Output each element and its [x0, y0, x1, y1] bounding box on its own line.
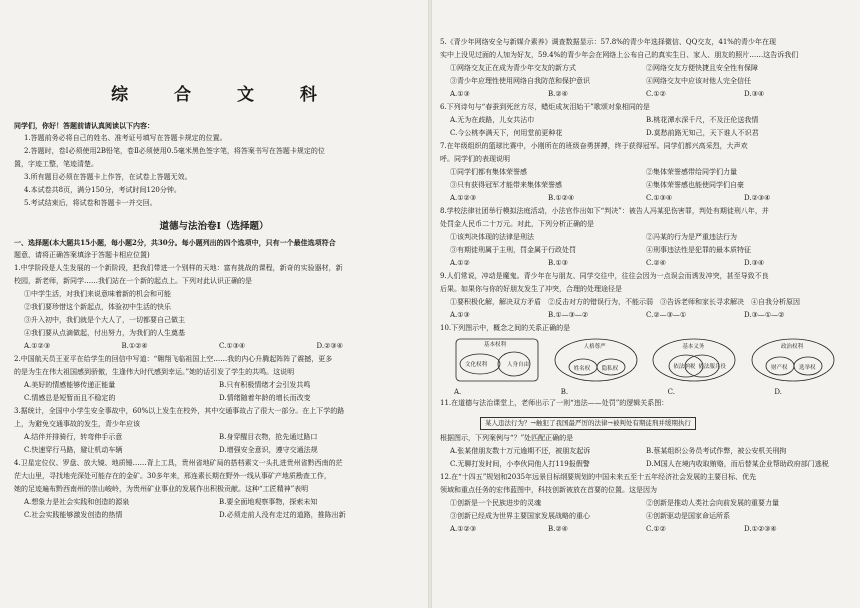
instruction-line: 题意，请将正确答案填涂于答题卡相应位置): [14, 251, 150, 259]
option-a: A.无为在歧路，儿女共沾巾: [450, 116, 535, 124]
question-1: [14, 262, 414, 353]
option-d: D.增强安全意识，遵守交通法规: [219, 446, 318, 454]
statement-item: ①该判决体现的法律是刑法: [450, 233, 534, 241]
statement-item: ②网络交友方便快捷且安全性有保障: [646, 64, 758, 72]
statement-items: ①要积极化解，解决双方矛盾 ②反击对方的错误行为，不能示弱 ③告诉老师和家长寻求解决 ④自我分析原因: [450, 298, 800, 306]
option-c: C.①③④: [219, 342, 246, 350]
option-d: D.②③④: [316, 342, 343, 350]
question-stem: 5.《青少年网络安全与新媒介素养》调查数据显示：57.8%的青少年选择微信、QQ交友，41%的青少年在现: [440, 38, 776, 46]
notice-line: 5.考试结束后，将试卷和答题卡一并交回。: [24, 199, 157, 207]
diagram-label: 依法纳税: [673, 364, 696, 370]
option-c: C.①③④: [646, 194, 673, 202]
statement-item: ①网络交友正在成为青少年交友的新方式: [450, 64, 576, 72]
option-a: A.①③: [450, 311, 470, 319]
answer-options: [440, 192, 842, 205]
question-stem: 的是为生在伟大祖国感到骄傲，生逢伟大时代感到幸运。”她的话引发了学生的共鸣。这说明: [14, 368, 295, 376]
question-5: [440, 36, 842, 101]
answer-options: [440, 523, 842, 536]
option-b: B.①—③—②: [548, 311, 589, 319]
option-b: B.只有积极情绪才会引发共鸣: [219, 381, 311, 389]
option-b: B.身穿醒目衣物，抢先通过路口: [219, 433, 318, 441]
question-stem: 根据图示，下列案例与“？”处匹配正确的是: [440, 434, 574, 442]
statement-item: ②创新是推动人类社会向前发展的重要力量: [646, 499, 779, 507]
option-b: B.①③: [548, 259, 568, 267]
diagram-label: 基本义务: [682, 344, 705, 350]
diagram-label: 基本权利: [484, 342, 507, 348]
answer-options: [14, 431, 414, 457]
question-4: [14, 457, 414, 522]
intro-line: 同学们，你好！答题前请认真阅读以下内容：: [14, 121, 154, 130]
diagram-d: [750, 337, 836, 383]
answer-options: [440, 309, 842, 322]
statement-item: ④网络交友中应该对他人完全信任: [646, 77, 751, 85]
diagram-label: 文化权利: [465, 362, 488, 368]
statement-item: ③创新已经成为世界主要国家发展战略的重心: [450, 512, 590, 520]
diagram-c: [651, 337, 737, 383]
option-a: A.①②③: [450, 525, 477, 533]
diagram-label: 选举权: [798, 365, 816, 371]
question-stem: 11.在道德与法治课堂上，老师出示了一则“违法——处罚”的逻辑关系图：: [440, 399, 669, 407]
option-a: A.①③: [450, 90, 470, 98]
question-3: [14, 405, 414, 457]
option-d: D.M国人在境内收取贿赂，而后替某企业帮助政府部门逃税: [646, 460, 829, 468]
option-d: D.③④: [744, 259, 765, 267]
option-a: A.美好的情感能够传递正能量: [24, 381, 116, 389]
option-d: D.③—①—②: [744, 311, 785, 319]
option-d: D.莫愁前路无知己，天下谁人不识君: [646, 129, 759, 137]
question-stem: 后果。如果你与你的好朋友发生了冲突，合理的处理途径是: [440, 285, 622, 293]
question-10: [440, 322, 842, 397]
question-stem: 10.下列图示中，概念之间的关系正确的是: [440, 324, 571, 332]
question-stem: 9.人们常说，冲动是魔鬼。青少年在与朋友、同学交往中，往往会因为一点误会而诱发冲突，甚至导致不良: [440, 272, 769, 280]
statement-item: ④我们要从点滴做起，付出努力，为我们的人生奠基: [24, 329, 185, 337]
question-stem: 茫大山里，寻找地壳深处可能存在的金矿。30多年来，邢连素长期在野外一线从事矿产地质勘查工作，: [14, 472, 331, 480]
option-b: B.蔡某组织公务员考试作弊，被公安机关刑拘: [646, 447, 787, 455]
question-2: [14, 353, 414, 405]
answer-options: [14, 496, 414, 522]
option-a: A.结伴并排骑行，转弯伸手示意: [24, 433, 123, 441]
option-b: B.桃花潭水深千尺，不及汪伦送我情: [646, 116, 759, 124]
option-b: B.要全面地观察事物，探索未知: [219, 498, 318, 506]
concept-diagrams: [440, 335, 842, 387]
option-a: A.张某借朋友数十万元逾期不还，被朋友起诉: [450, 447, 591, 455]
option-d: D.②③④: [744, 194, 771, 202]
statement-item: ③升入初中，我们就是个大人了，一切都要自己做主: [24, 316, 185, 324]
question-stem: 1.中学阶段是人生发展的一个新阶段，把我们带进一个别样的天地：富有挑战的课程，新奇的实验器材，新: [14, 264, 343, 272]
option-a: A.: [454, 388, 462, 396]
question-stem: 她的足迹遍布黔西南州的崇山峻岭，为贵州矿业事业的发展作出积极贡献。这种“工匠精神”表明: [14, 485, 309, 493]
answer-options: [440, 257, 842, 270]
question-stem: 上，为避免交通事故的发生，青少年应该: [14, 420, 140, 428]
option-a: A.①②: [450, 259, 470, 267]
question-stem: 7.在年级组织的篮球比赛中，小刚所在的班级奋勇拼搏，终于获得冠军。同学们都兴高采烈，大声欢: [440, 142, 748, 150]
statement-item: ④刑事违法性是犯罪的最本质特征: [646, 246, 751, 254]
option-c: C.①②: [646, 90, 666, 98]
option-c: C.情感总是短暂而且不稳定的: [24, 394, 116, 402]
statement-items: [440, 231, 842, 257]
option-c: C.社会实践能够激发创造的热情: [24, 511, 123, 519]
question-stem: 校园，新老师，新同学……我们站在一个新的起点上。下列对此认识正确的是: [14, 277, 252, 285]
statement-items: [440, 166, 842, 192]
option-b: B.②④: [548, 90, 568, 98]
option-b: B.: [560, 388, 569, 396]
question-stem: 6.下列诗句与“春蚕到死丝方尽，蜡炬成灰泪始干”歌颂对象相同的是: [440, 103, 650, 111]
right-page: [430, 0, 860, 608]
answer-options: [14, 340, 414, 353]
option-c: C.: [667, 388, 675, 396]
statement-item: ①中学生活，对我们来说意味着新的机会和可能: [24, 290, 171, 298]
option-d: D.必须走前人没有走过的道路，推陈出新: [219, 511, 346, 519]
question-8: [440, 205, 842, 270]
question-stem: 4.卫星定位仪、罗盘、放大镜、地质锤……背上工具，贵州省地矿局的搭档素文一头扎进贵州省黔西南的茫: [14, 459, 343, 467]
notice-line: 4.本试卷共8页，满分150分，考试时间120分钟。: [24, 186, 181, 194]
option-a: A.①②③: [24, 342, 51, 350]
question-11: [440, 397, 842, 471]
statement-item: ③只有获得冠军才能带来集体荣誉感: [450, 181, 562, 189]
question-stem: 呼。同学们的表现说明: [440, 155, 510, 163]
notice-line: 2.答题时，卷Ⅰ必须使用2B铅笔，卷Ⅱ必须使用0.5毫米黑色签字笔，将答案书写在答题卡规定的位: [24, 147, 325, 155]
statement-item: ②冯某的行为是严重违法行为: [646, 233, 737, 241]
statement-item: ③有期徒刑属于主刑，罚金属于行政处罚: [450, 246, 576, 254]
question-stem: 8.学校法律社团举行模拟法庭活动，小法官作出如下“判决”：被告人冯某犯伤害罪，判处有期徒刑八年，并: [440, 207, 769, 215]
diagram-label: 财产权: [770, 365, 788, 371]
option-c: C.快速穿行马路，避让机动车辆: [24, 446, 123, 454]
statement-item: ①同学们都有集体荣誉感: [450, 168, 527, 176]
option-b: B.①②④: [121, 342, 148, 350]
option-d: D.: [774, 388, 782, 396]
notice-line: 3.所有题目必须在答题卡上作答，在试卷上答题无效。: [24, 173, 192, 181]
option-c: C.今公桃李满天下，何用堂前更种花: [450, 129, 563, 137]
statement-items: [440, 62, 842, 88]
statement-item: ②我们要珍惜这个新起点，体验初中生活的快乐: [24, 303, 171, 311]
question-stem: 处罚金人民币二十万元。对此，下列分析正确的是: [440, 220, 594, 228]
diagram-b: [553, 337, 639, 383]
exam-title: 综 合 文 科: [111, 85, 337, 105]
question-6: [440, 101, 842, 140]
diagram-label: 姓名权: [573, 366, 591, 372]
option-d: D.情绪随着年龄的增长而改变: [219, 394, 311, 402]
notice-line: 1.答题前务必将自己的姓名、准考证号填写在答题卡规定的位置。: [24, 134, 227, 142]
question-stem: 2.中国航天员王亚平在给学生的回信中写道：“翱翔飞临祖国上空……我的内心升腾起阵阵了震撼，更多: [14, 355, 333, 363]
instruction-line: 一、选择题(本大题共15小题，每小题2分，共30分。每小题列出的四个选项中，只有一个最佳选项符合: [14, 238, 336, 247]
option-a: A.①②③: [450, 194, 477, 202]
logic-flow-box: 某人违法行为？→触犯了我国最严厉的法律→被判处有期徒刑并缓期执行: [480, 417, 696, 430]
option-a: A.想象力是社会实践和创造的源泉: [24, 498, 130, 506]
diagram-label: 政治权利: [780, 344, 803, 350]
statement-item: ④创新驱动是国家命运所系: [646, 512, 730, 520]
option-b: B.②④: [548, 525, 568, 533]
question-12: [440, 471, 842, 536]
diagram-a: [454, 337, 540, 383]
option-b: B.①②④: [548, 194, 575, 202]
question-9: [440, 270, 842, 322]
answer-options: [14, 379, 414, 405]
option-c: C.②—③—①: [646, 311, 687, 319]
section-heading: 道德与法治卷Ⅰ（选择题）: [159, 221, 269, 232]
question-stem: 3.据统计，全国中小学生安全事故中，60%以上发生在校外，其中交通事故占了很大一部分。在上下学的路: [14, 407, 345, 415]
statement-item: ②集体荣誉感带给同学们力量: [646, 168, 737, 176]
diagram-label: 人身自由: [507, 362, 530, 368]
statement-item: ③青少年应理性使用网络自我防范和保护意识: [450, 77, 590, 85]
statement-item: ①创新是一个民族进步的灵魂: [450, 499, 541, 507]
diagram-label: 人格尊严: [583, 344, 606, 350]
question-stem: 领域和重点任务的宏伟蓝图中，科技创新被放在首要的位置。这是因为: [440, 486, 657, 494]
diagram-letters: [440, 387, 842, 397]
answer-options: [440, 88, 842, 101]
option-c: C.①②: [646, 525, 666, 533]
question-7: [440, 140, 842, 205]
option-d: D.③④: [744, 90, 765, 98]
question-stem: 12.在“十四五”规划和2035年远景目标纲要规划的中国未来五至十五年经济社会发展的主要目标、优先: [440, 473, 757, 481]
statement-item: ④集体荣誉感也能使同学们自豪: [646, 181, 744, 189]
option-c: C.无聊打发时间，小李伙同他人打119报假警: [450, 460, 590, 468]
notice-line: 置，字迹工整，笔迹清楚。: [14, 160, 98, 168]
question-stem: 实中上没见过面的人加为好友，59.4%的青少年会在网络上公布自己的真实生日、家人、朋友的照片……这告诉我们: [440, 51, 799, 59]
option-d: D.①②③④: [744, 525, 777, 533]
answer-options: [440, 445, 842, 471]
diagram-label: 依法服兵役: [698, 364, 726, 370]
statement-items: [440, 497, 842, 523]
option-c: C.②④: [646, 259, 666, 267]
diagram-label: 隐私权: [601, 366, 619, 372]
answer-options: [440, 114, 842, 140]
